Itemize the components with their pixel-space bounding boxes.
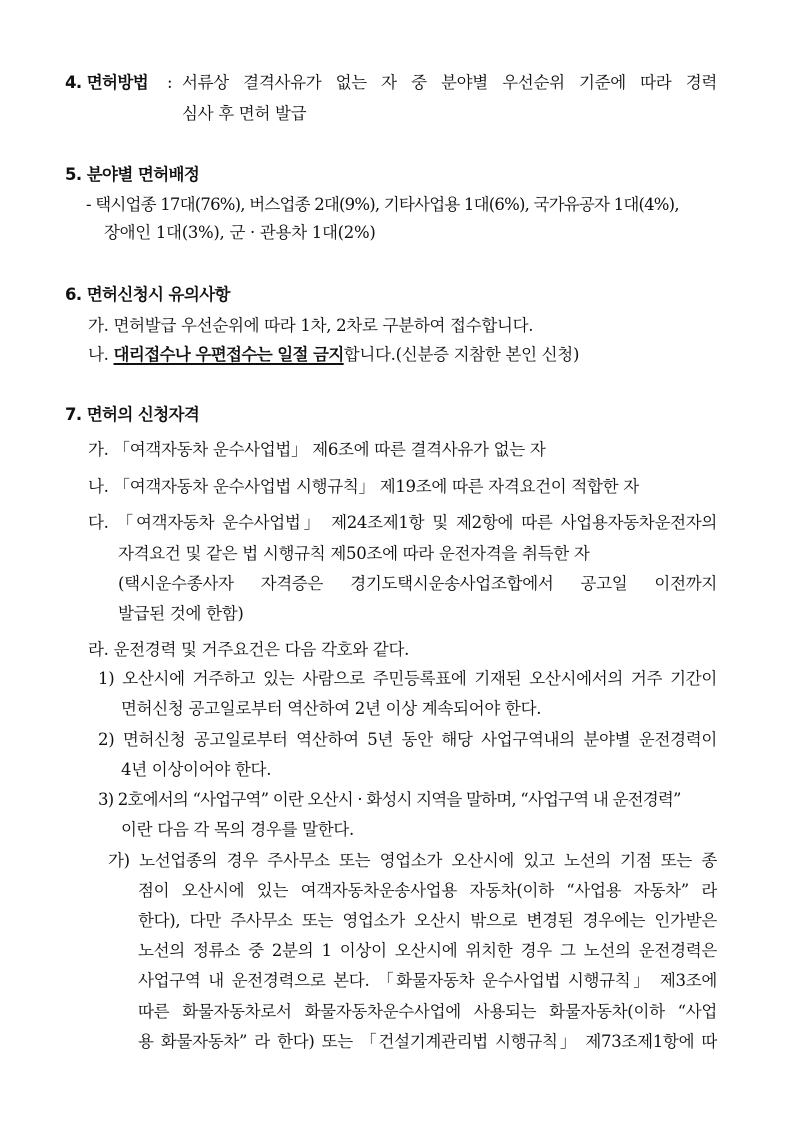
sub-item-ga-line-5: 사업구역 내 운전경력으로 본다. 「화물자동차 운수사업법 시행규칙」 제3조에 — [138, 971, 717, 990]
sub-item-2-line-1: 2) 면허신청 공고일로부터 역산하여 5년 동안 해당 사업구역내의 분야별 운전경력이 — [98, 730, 717, 749]
section-6-item-ga: 가. 면허발급 우선순위에 따라 1차, 2차로 구분하여 접수합니다. — [88, 316, 534, 335]
section-4-heading: 4. 면허방법 — [65, 73, 149, 92]
sub-item-ga-line-2: 점이 오산시에 있는 여객자동차운송사업용 자동차(이하 “사업용 자동차” 라 — [138, 881, 717, 900]
sub-item-ga-line-3: 한다), 다만 주사무소 또는 영업소가 오산시 밖으로 변경된 경우에는 인가받은 — [138, 911, 717, 930]
section-7-item-da-line-3: (택시운수종사자 자격증은 경기도택시운송사업조합에서 공고일 이전까지 — [118, 574, 717, 593]
section-5-heading: 5. 분야별 면허배정 — [65, 165, 200, 184]
item-na-prefix: 나. — [88, 345, 114, 364]
sub-item-2-line-2: 4년 이상이어야 한다. — [121, 760, 272, 779]
section-5-text-line-2: 장애인 1대(3%), 군 · 관용차 1대(2%) — [104, 223, 376, 242]
sub-item-ga-line-4: 노선의 정류소 중 2분의 1 이상이 오산시에 위치한 경우 그 노선의 운전경력은 — [138, 941, 717, 960]
sub-item-1-line-1: 1) 오산시에 거주하고 있는 사람으로 주민등록표에 기재된 오산시에서의 거주 기간이 — [98, 669, 717, 688]
section-7-item-da-line-2: 자격요건 및 같은 법 시행규칙 제50조에 따라 운전자격을 취득한 자 — [118, 544, 590, 563]
sub-item-3-line-1: 3) 2호에서의 “사업구역” 이란 오산시 · 화성시 지역을 말하며, “사업구역 내 운전경력” — [98, 790, 681, 809]
section-7-item-ga: 가. 「여객자동차 운수사업법」 제6조에 따른 결격사유가 없는 자 — [88, 440, 546, 459]
sub-item-1-line-2: 면허신청 공고일로부터 역산하여 2년 이상 계속되어야 한다. — [121, 699, 542, 718]
sub-item-3-line-2: 이란 다음 각 목의 경우를 말한다. — [121, 820, 354, 839]
section-6-heading: 6. 면허신청시 유의사항 — [65, 285, 230, 304]
section-4-text-line-2: 심사 후 면허 발급 — [182, 104, 307, 123]
section-6-item-na — [88, 344, 579, 366]
section-5-text-line-1: - 택시업종 17대(76%), 버스업종 2대(9%), 기타사업용 1대(6%), 국가유공자 1대(4%), — [86, 195, 679, 214]
section-7-heading: 7. 면허의 신청자격 — [65, 405, 200, 424]
prohibition-emphasis: 대리접수나 우편접수는 일절 금지 — [113, 345, 344, 364]
section-7-item-na: 나. 「여객자동차 운수사업법 시행규칙」 제19조에 따른 자격요건이 적합한 자 — [88, 477, 639, 496]
sub-item-ga-line-7: 용 화물자동차” 라 한다) 또는 「건설기계관리법 시행규칙」 제73조제1항에 따 — [138, 1032, 717, 1051]
item-na-suffix: 합니다.(신분증 지참한 본인 신청) — [343, 345, 580, 364]
section-7-item-da-line-4: 발급된 것에 한함) — [118, 604, 244, 623]
sub-item-ga-line-6: 따른 화물자동차로서 화물자동차운수사업에 사용되는 화물자동차(이하 “사업 — [138, 1002, 717, 1021]
section-7-item-ra: 라. 운전경력 및 거주요건은 다음 각호와 같다. — [88, 640, 410, 659]
section-4-separator: : — [167, 73, 173, 92]
sub-item-ga-line-1: 가) 노선업종의 경우 주사무소 또는 영업소가 오산시에 있고 노선의 기점 또는 종 — [108, 851, 717, 870]
section-4-text-line-1: 서류상 결격사유가 없는 자 중 분야별 우선순위 기준에 따라 경력 — [182, 73, 717, 92]
section-7-item-da-line-1: 다. 「여객자동차 운수사업법」 제24조제1항 및 제2항에 따른 사업용자동차운전자의 — [88, 513, 717, 532]
